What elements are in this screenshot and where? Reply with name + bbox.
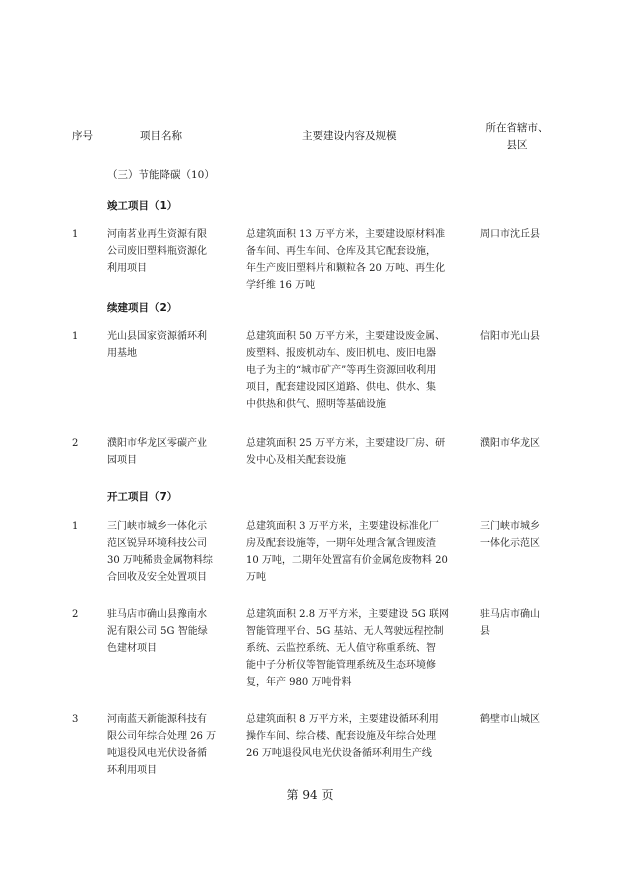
category-completed: 竣工项目（1） xyxy=(107,200,178,212)
row-description: 总建筑面积 50 万平方米，主要建设废金属、 废塑料、报废机动车、废旧机电、废旧电器 电子为主的“城市矿产”等再生资源回收利用 项目，配套建设园区道路、供电、供水、集 中供热和供气、照明等基础设施 xyxy=(246,331,446,410)
row-location: 濮阳市华龙区 xyxy=(480,438,540,449)
category-started: 开工项目（7） xyxy=(107,491,178,503)
row-description: 总建筑面积 25 万平方米，主要建设厂房、研 发中心及相关配套设施 xyxy=(246,438,446,466)
row-project-name: 河南茗业再生资源有限 公司废旧塑料瓶资源化 利用项目 xyxy=(107,229,207,274)
header-content: 主要建设内容及规模 xyxy=(302,130,397,142)
row-num: 1 xyxy=(72,521,79,532)
row-project-name: 河南蓝天新能源科技有 限公司年综合处理 26 万 吨退役风电光伏设备循 环利用项目 xyxy=(107,714,217,776)
row-location: 周口市沈丘县 xyxy=(480,229,540,240)
header-name: 项目名称 xyxy=(140,130,182,142)
row-location: 三门峡市城乡 一体化示范区 xyxy=(480,521,540,549)
row-num: 1 xyxy=(72,331,79,342)
header-location: 所在省辖市、 县区 xyxy=(485,122,549,151)
row-location: 信阳市光山县 xyxy=(480,331,540,342)
page-number: 第 94 页 xyxy=(286,788,334,802)
row-description: 总建筑面积 13 万平方米，主要建设原材料准 备车间、再生车间、仓库及其它配套设施， 年生产废旧塑料片和颗粒各 20 万吨、再生化 学纤维 16 万吨 xyxy=(246,229,446,291)
row-num: 3 xyxy=(72,714,79,725)
row-location: 鹤壁市山城区 xyxy=(480,714,540,725)
row-description: 总建筑面积 2.8 万平方米，主要建设 5G 联网 智能管理平台、5G 基站、无人驾驶远程控制 系统、云监控系统、无人值守称重系统、智 能中子分析仪等智能管理系统及生态环境修 复，年产 980 万吨骨料 xyxy=(246,609,449,688)
row-num: 2 xyxy=(72,438,79,449)
row-num: 1 xyxy=(72,229,79,240)
category-continuing: 续建项目（2） xyxy=(107,302,178,314)
row-location: 驻马店市确山 县 xyxy=(480,609,540,637)
row-num: 2 xyxy=(72,609,79,620)
header-num: 序号 xyxy=(72,130,93,142)
row-description: 总建筑面积 3 万平方米，主要建设标准化厂 房及配套设施等，一期年处理含氰含锂废渣 10 万吨，二期年处置富有价金属危废物料 20 万吨 xyxy=(246,521,448,583)
row-project-name: 濮阳市华龙区零碳产业 园项目 xyxy=(107,438,207,466)
row-description: 总建筑面积 8 万平方米，主要建设循环利用 操作车间、综合楼、配套设施及年综合处理 26 万吨退役风电光伏设备循环利用生产线 xyxy=(246,714,439,759)
row-project-name: 三门峡市城乡一体化示 范区锐异环境科技公司 30 万吨稀贵金属物料综 合回收及安全处置项目 xyxy=(107,521,213,583)
row-project-name: 光山县国家资源循环利 用基地 xyxy=(107,331,207,359)
section-title: （三）节能降碳（10） xyxy=(107,169,215,181)
row-project-name: 驻马店市确山县豫南水 泥有限公司 5G 智能绿 色建材项目 xyxy=(107,609,208,654)
